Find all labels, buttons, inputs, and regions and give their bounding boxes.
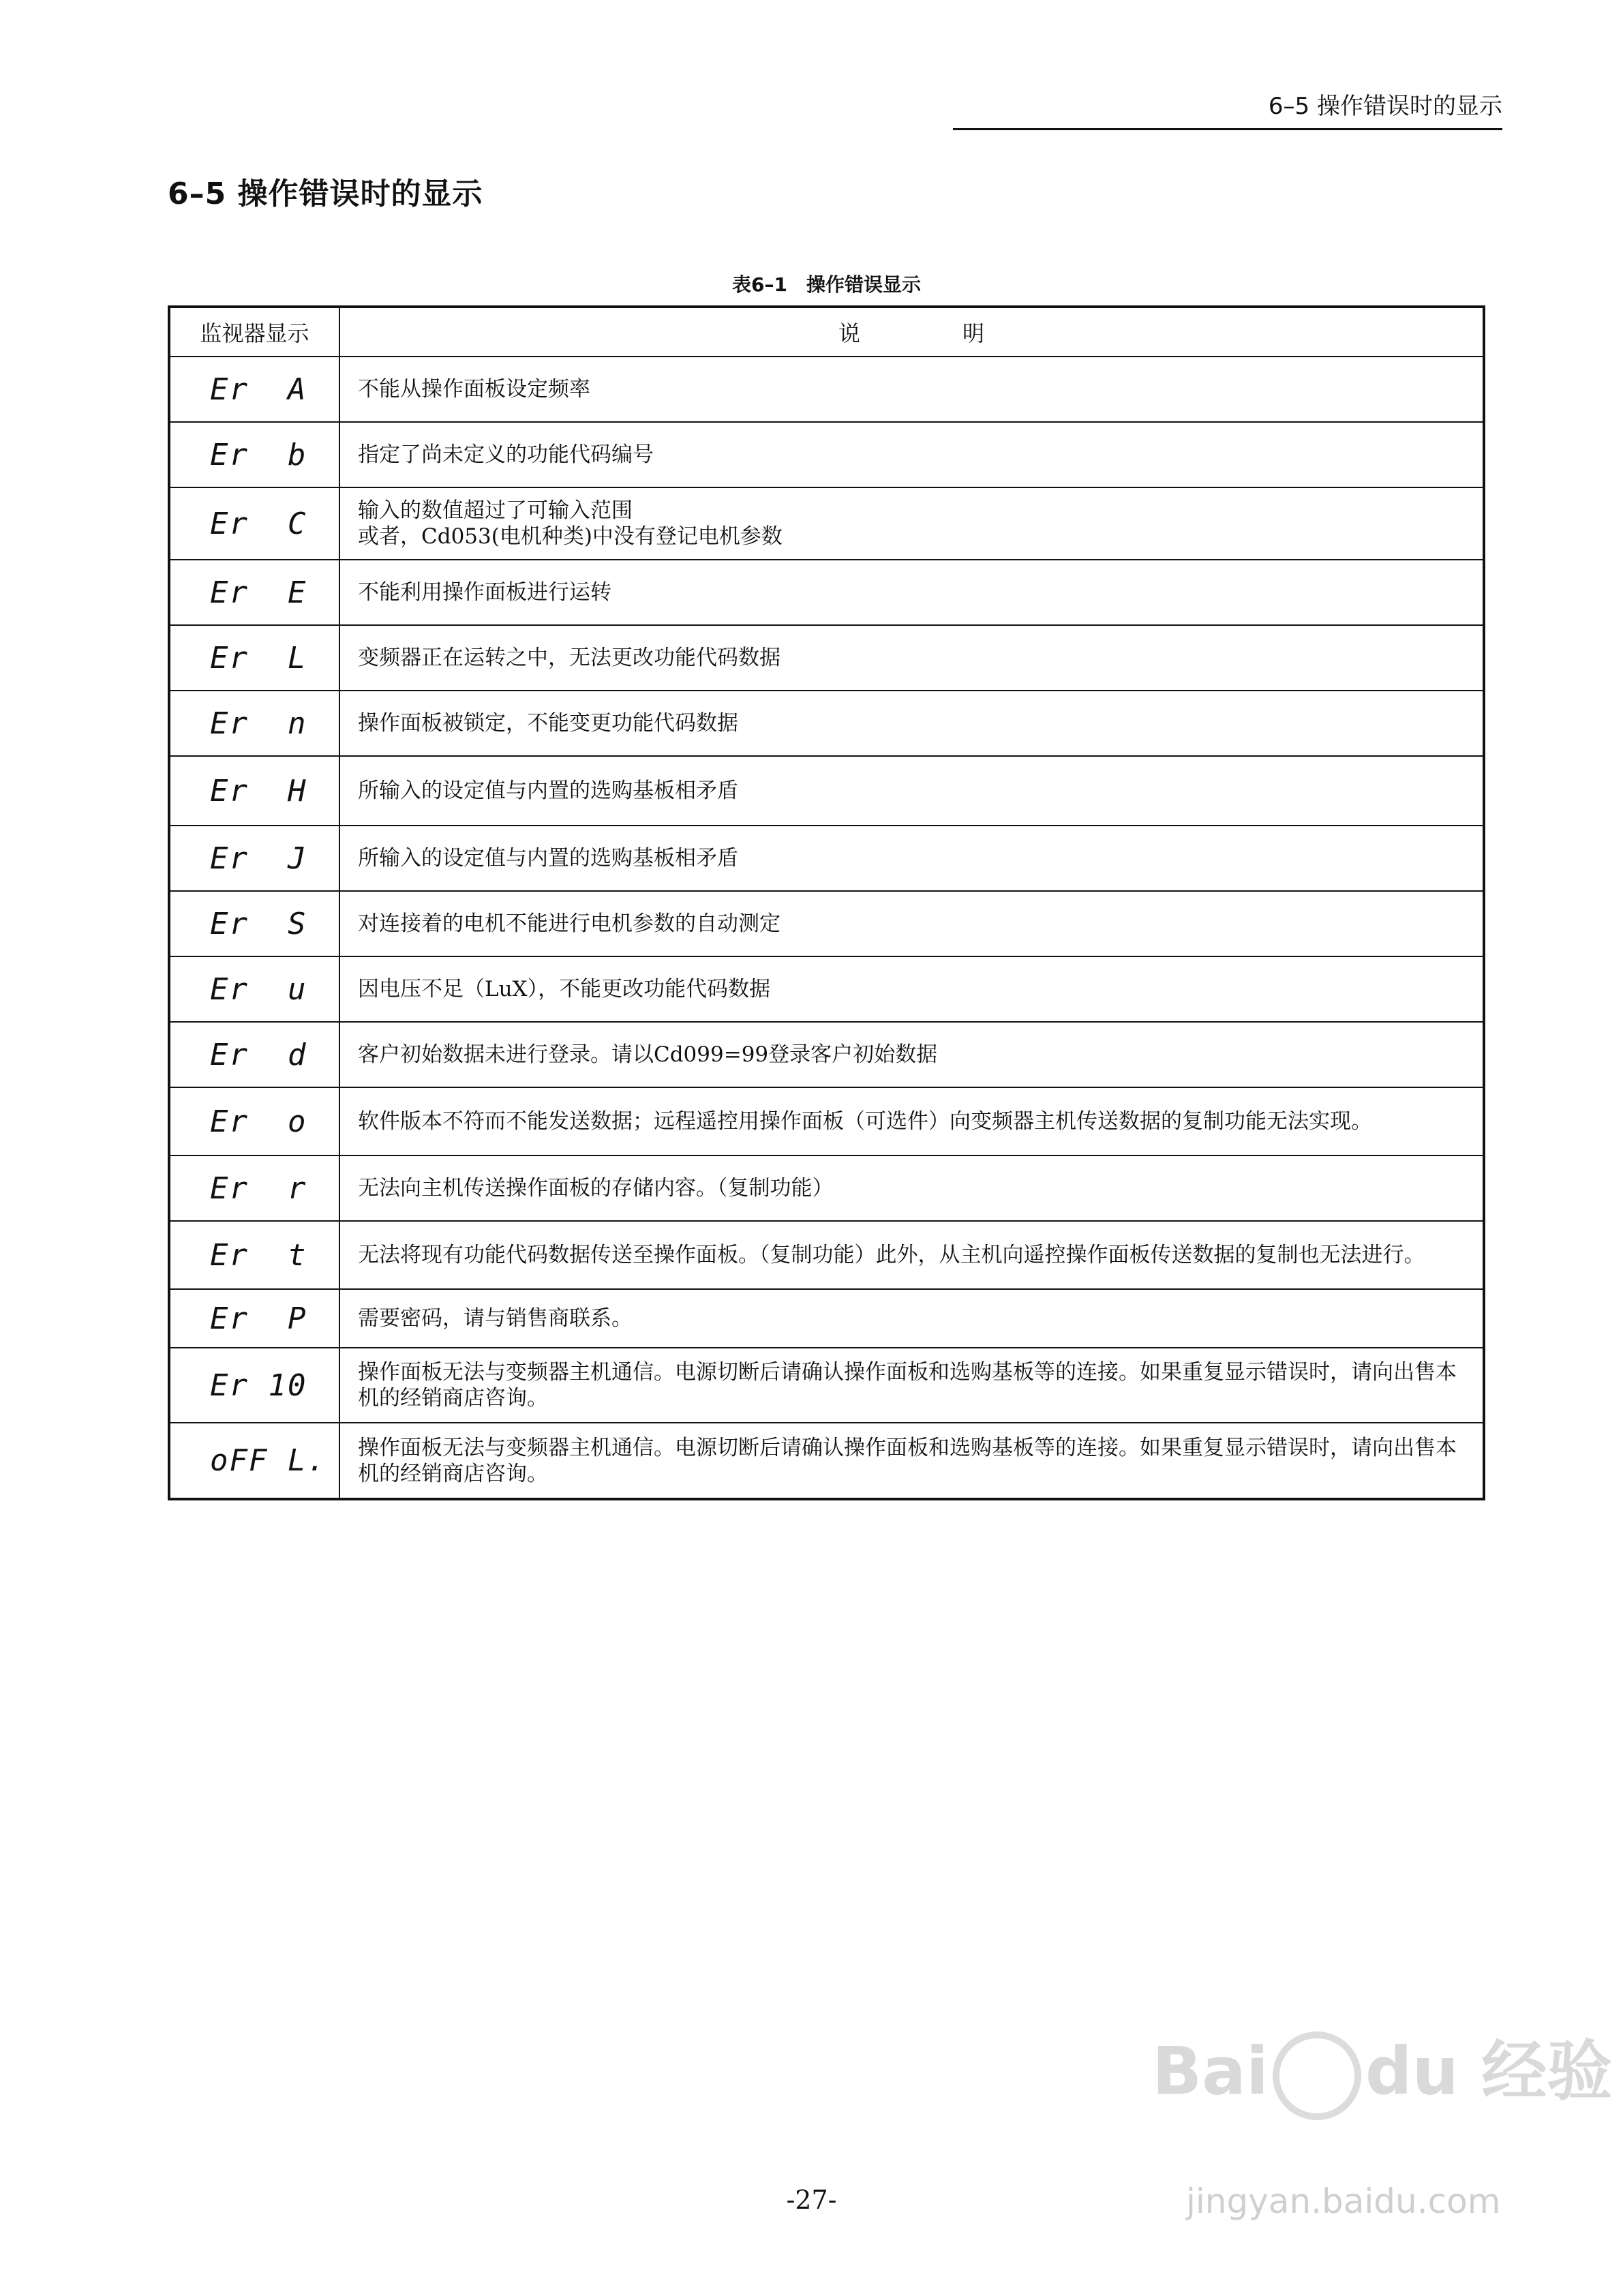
error-code-display: Er d xyxy=(169,1022,339,1087)
table-row xyxy=(169,1022,1484,1087)
error-description xyxy=(339,422,1484,487)
error-description xyxy=(339,357,1484,422)
watermark-brand-left: Bai xyxy=(1152,2033,1269,2110)
section-title: 6–5 操作错误时的显示 xyxy=(168,177,483,211)
error-description xyxy=(339,891,1484,956)
description-line: 不能从操作面板设定频率 xyxy=(358,377,590,402)
table-row xyxy=(169,1289,1484,1348)
error-code-display: Er J xyxy=(169,826,339,891)
description-line: 操作面板被锁定，不能变更功能代码数据 xyxy=(358,711,738,736)
description-line: 需要密码，请与销售商联系。 xyxy=(358,1306,633,1331)
running-header: 6–5 操作错误时的显示 xyxy=(1268,93,1502,120)
error-code-display: Er C xyxy=(169,487,339,560)
description-line: 无法将现有功能代码数据传送至操作面板。（复制功能）此外，从主机向遥控操作面板传送数据的复制也无法进行。 xyxy=(358,1243,1425,1267)
error-description xyxy=(339,956,1484,1022)
error-code-display: Er H xyxy=(169,756,339,826)
table-row xyxy=(169,487,1484,560)
error-code-display: Er P xyxy=(169,1289,339,1348)
description-line: 不能利用操作面板进行运转 xyxy=(358,580,611,605)
table-row xyxy=(169,560,1484,625)
table-row xyxy=(169,891,1484,956)
description-line: 指定了尚未定义的功能代码编号 xyxy=(358,442,654,467)
error-description xyxy=(339,560,1484,625)
table-row xyxy=(169,956,1484,1022)
error-description xyxy=(339,1155,1484,1221)
description-line: 所输入的设定值与内置的选购基板相矛盾 xyxy=(358,779,738,803)
error-code-display: Er L xyxy=(169,625,339,691)
description-line: 或者，Cd053(电机种类)中没有登记电机参数 xyxy=(358,524,783,549)
error-description xyxy=(339,1289,1484,1348)
description-line: 变频器正在运转之中，无法更改功能代码数据 xyxy=(358,646,780,670)
col-desc-header: 说明 xyxy=(339,307,1484,357)
description-line: 客户初始数据未进行登录。请以Cd099=99登录客户初始数据 xyxy=(358,1042,938,1067)
error-code-display: Er t xyxy=(169,1221,339,1289)
watermark-brand-right: du xyxy=(1365,2033,1459,2110)
description-line: 无法向主机传送操作面板的存储内容。（复制功能） xyxy=(358,1176,834,1200)
error-table xyxy=(168,305,1485,1500)
error-description xyxy=(339,1348,1484,1423)
paw-icon xyxy=(1273,2031,1361,2120)
table-caption: 表6–1 操作错误显示 xyxy=(732,273,921,296)
error-description xyxy=(339,756,1484,826)
table-header-row xyxy=(169,307,1484,357)
baidu-watermark xyxy=(1152,2031,1612,2120)
table-row xyxy=(169,691,1484,756)
description-line: 输入的数值超过了可输入范围 xyxy=(358,498,633,523)
error-description xyxy=(339,1423,1484,1499)
description-line: 因电压不足（LuX），不能更改功能代码数据 xyxy=(358,977,771,1001)
table-row xyxy=(169,1155,1484,1221)
error-description xyxy=(339,487,1484,560)
table-row xyxy=(169,1348,1484,1423)
table-row xyxy=(169,1087,1484,1155)
error-code-display: Er n xyxy=(169,691,339,756)
error-description xyxy=(339,625,1484,691)
table-row xyxy=(169,1221,1484,1289)
table-row xyxy=(169,756,1484,826)
description-line: 所输入的设定值与内置的选购基板相矛盾 xyxy=(358,846,738,871)
table-row xyxy=(169,357,1484,422)
description-line: 操作面板无法与变频器主机通信。电源切断后请确认操作面板和选购基板等的连接。如果重复显示错误时，请向出售本机的经销商店咨询。 xyxy=(358,1435,1457,1486)
watermark-url: jingyan.baidu.com xyxy=(1186,2181,1501,2221)
error-code-display: Er 10 xyxy=(169,1348,339,1423)
error-code-display: Er u xyxy=(169,956,339,1022)
watermark-brand-cn: 经验 xyxy=(1481,2033,1613,2110)
error-description xyxy=(339,1087,1484,1155)
header-rule xyxy=(953,128,1502,130)
table-row xyxy=(169,826,1484,891)
error-description xyxy=(339,1022,1484,1087)
error-description xyxy=(339,1221,1484,1289)
error-description xyxy=(339,826,1484,891)
table-row xyxy=(169,422,1484,487)
description-line: 操作面板无法与变频器主机通信。电源切断后请确认操作面板和选购基板等的连接。如果重复显示错误时，请向出售本机的经销商店咨询。 xyxy=(358,1360,1457,1410)
description-line: 对连接着的电机不能进行电机参数的自动测定 xyxy=(358,911,780,936)
col-monitor-header: 监视器显示 xyxy=(169,307,339,357)
error-code-display: Er S xyxy=(169,891,339,956)
error-description xyxy=(339,691,1484,756)
table-row xyxy=(169,625,1484,691)
error-code-display: Er A xyxy=(169,357,339,422)
table-row xyxy=(169,1423,1484,1499)
description-line: 软件版本不符而不能发送数据；远程遥控用操作面板（可选件）向变频器主机传送数据的复制功能无法实现。 xyxy=(358,1109,1372,1134)
error-code-display: oFF L. xyxy=(169,1423,339,1499)
error-code-display: Er o xyxy=(169,1087,339,1155)
error-code-display: Er E xyxy=(169,560,339,625)
error-code-display: Er r xyxy=(169,1155,339,1221)
error-code-display: Er b xyxy=(169,422,339,487)
page-number: -27- xyxy=(786,2185,837,2215)
